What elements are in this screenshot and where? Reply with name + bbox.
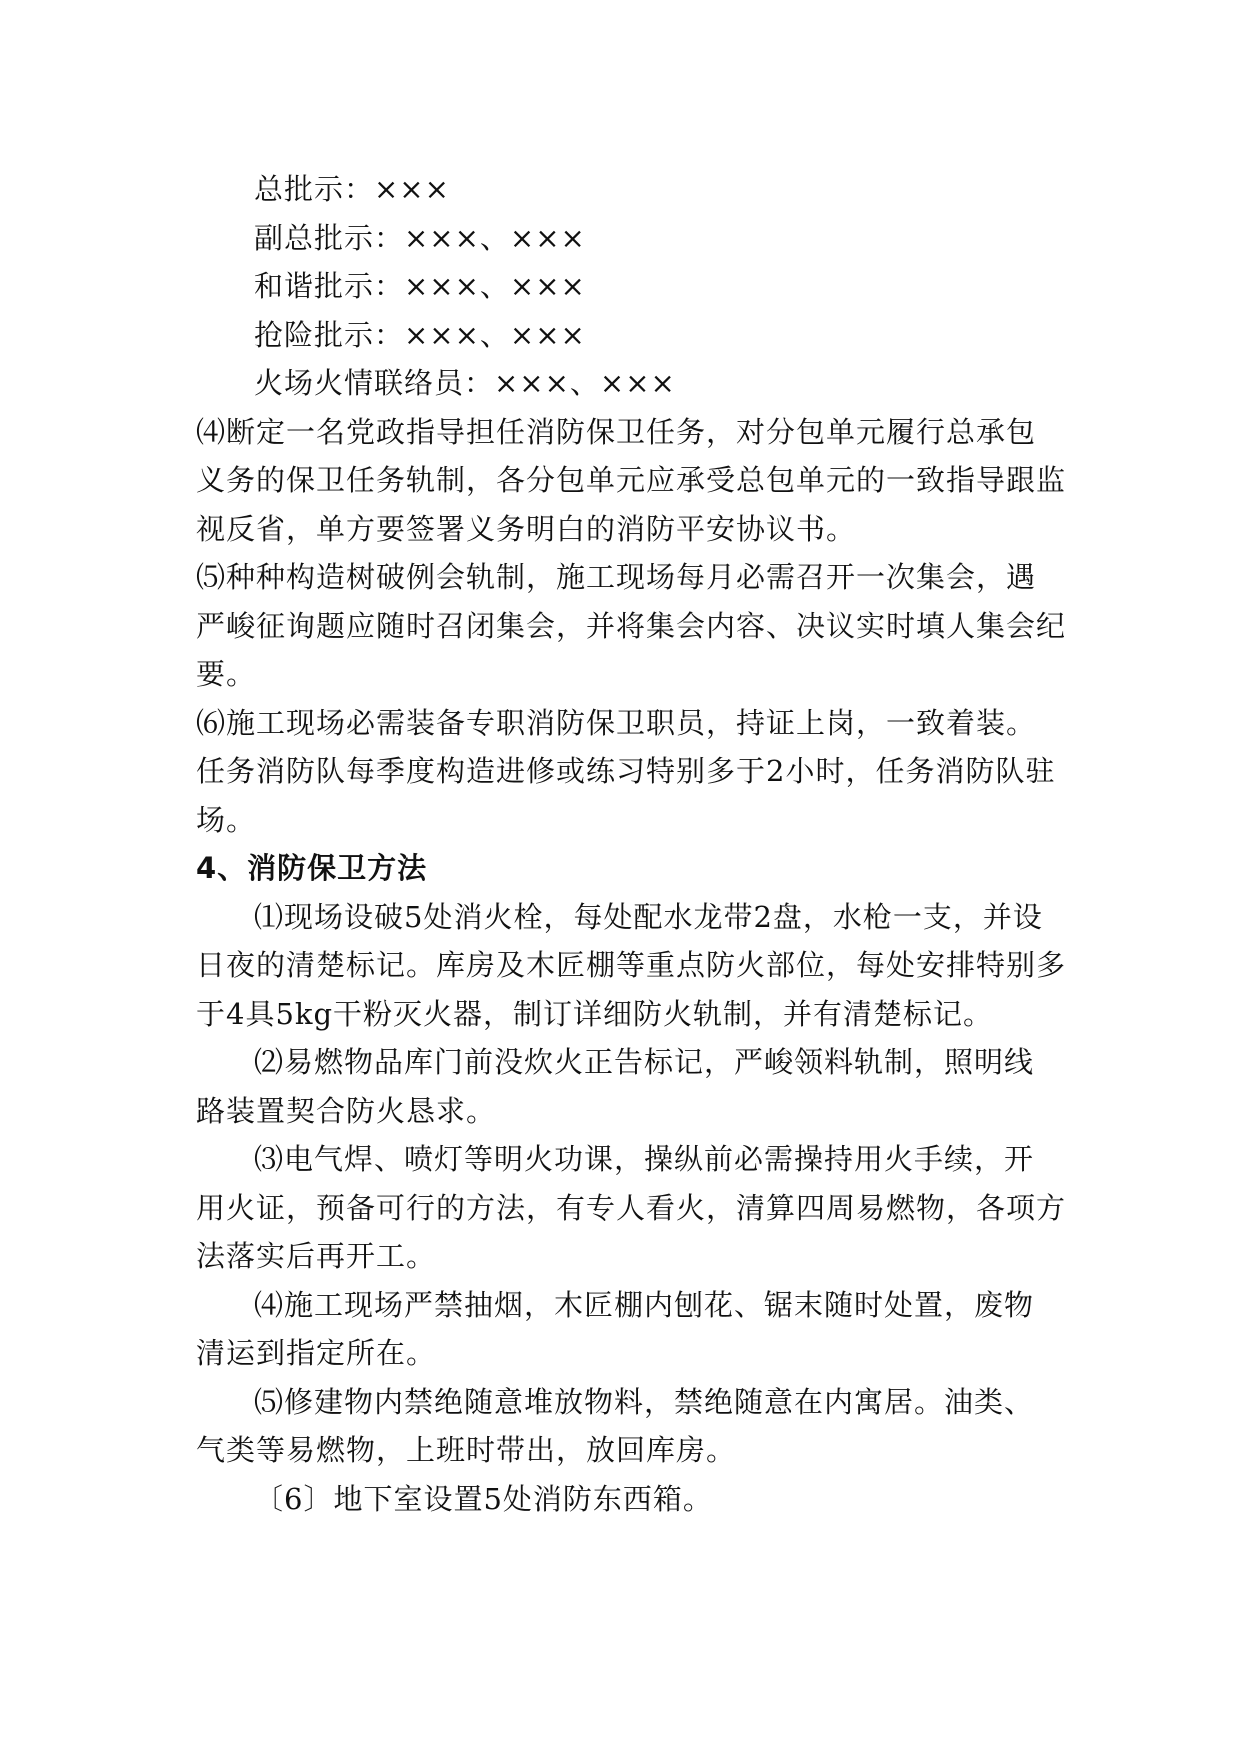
text-line: ⑷断定一名党政指导担任消防保卫任务，对分包单元履行总承包 bbox=[196, 414, 1037, 449]
text-line: 总批示：××× bbox=[254, 172, 450, 206]
text-line: 和谐批示：×××、××× bbox=[254, 269, 586, 303]
text-line: ⑹施工现场必需装备专职消防保卫职员，持证上岗，一致着装。 bbox=[196, 705, 1037, 740]
text-line: 路装置契合防火恳求。 bbox=[196, 1093, 497, 1128]
text-line: ⑷施工现场严禁抽烟，木匠棚内刨花、锯末随时处置，废物 bbox=[254, 1287, 1035, 1322]
text-line: 场。 bbox=[196, 802, 257, 837]
text-line: ⑸修建物内禁绝随意堆放物料，禁绝随意在内寓居。油类、 bbox=[254, 1384, 1035, 1419]
text-line: 视反省，单方要签署义务明白的消防平安协议书。 bbox=[196, 511, 857, 546]
text-line: 于4具5kg干粉灭火器，制订详细防火轨制，并有清楚标记。 bbox=[196, 996, 994, 1031]
text-line: 严峻征询题应随时召闭集会，并将集会内容、决议实时填人集会纪 bbox=[196, 608, 1067, 643]
text-line: 用火证，预备可行的方法，有专人看火，清算四周易燃物，各项方 bbox=[196, 1190, 1067, 1225]
text-line: 日夜的清楚标记。库房及木匠棚等重点防火部位，每处安排特别多 bbox=[196, 948, 1067, 982]
text-line: 义务的保卫任务轨制，各分包单元应承受总包单元的一致指导跟监 bbox=[196, 463, 1067, 497]
section-heading: 4、消防保卫方法 bbox=[196, 851, 428, 885]
text-line: 法落实后再开工。 bbox=[196, 1239, 437, 1273]
text-line: 〔6〕地下室设置5处消防东西箱。 bbox=[254, 1481, 713, 1516]
text-line: ⑸种种构造树破例会轨制，施工现场每月必需召开一次集会，遇 bbox=[196, 560, 1037, 594]
text-line: ⑵易燃物品库门前没炊火正告标记，严峻领料轨制，照明线 bbox=[254, 1045, 1035, 1079]
text-line: 任务消防队每季度构造进修或练习特别多于2小时，任务消防队驻 bbox=[196, 754, 1056, 788]
text-line: 抢险批示：×××、××× bbox=[254, 317, 586, 352]
text-line: 副总批示：×××、××× bbox=[254, 220, 586, 255]
text-line: 火场火情联络员：×××、××× bbox=[254, 366, 676, 400]
text-line: 清运到指定所在。 bbox=[196, 1336, 437, 1370]
text-line: 要。 bbox=[196, 657, 257, 691]
document-body bbox=[196, 165, 1067, 1523]
text-line: ⑴现场设破5处消火栓，每处配水龙带2盘，水枪一支，并设 bbox=[254, 899, 1043, 934]
text-line: 气类等易燃物，上班时带出，放回库房。 bbox=[196, 1433, 737, 1467]
text-line: ⑶电气焊、喷灯等明火功课，操纵前必需操持用火手续，开 bbox=[254, 1142, 1035, 1176]
